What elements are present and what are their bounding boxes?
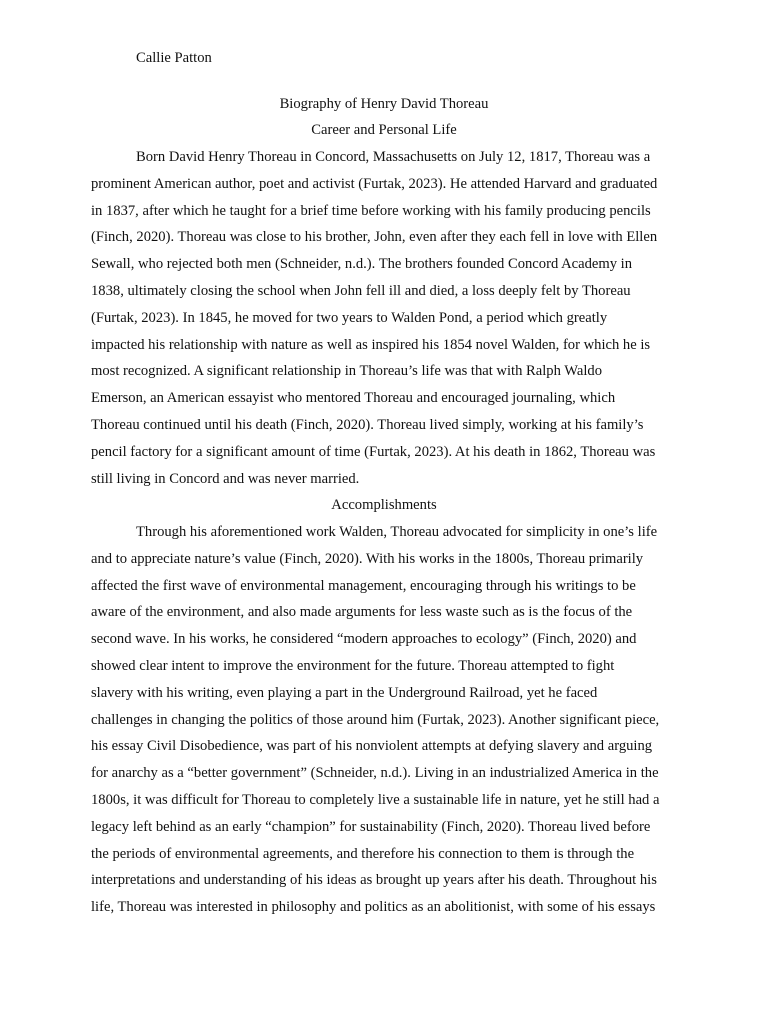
document-title: Biography of Henry David Thoreau <box>279 96 489 112</box>
paragraph-career <box>91 144 691 492</box>
paragraph-line: challenges in changing the politics of those around him (Furtak, 2023). Another significant piece, <box>91 711 660 728</box>
paragraph-line: affected the first wave of environmental management, encouraging through his writings to be <box>91 577 636 594</box>
paragraph-line: Thoreau continued until his death (Finch, 2020). Thoreau lived simply, working at his family’s <box>91 416 644 433</box>
paragraph-line: showed clear intent to improve the environment for the future. Thoreau attempted to fight <box>91 657 615 674</box>
paragraph-line: Sewall, who rejected both men (Schneider, n.d.). The brothers founded Concord Academy in <box>91 256 632 273</box>
paragraph-line: most recognized. A significant relationship in Thoreau’s life was that with Ralph Waldo <box>91 363 602 380</box>
paragraph-line: interpretations and understanding of his ideas as brought up years after his death. Throughout his <box>91 872 657 889</box>
paragraph-line: pencil factory for a significant amount of time (Furtak, 2023). At his death in 1862, Thoreau was <box>91 443 656 460</box>
paragraph-line: slavery with his writing, even playing a part in the Underground Railroad, yet he faced <box>91 684 598 701</box>
paragraph-line: 1838, ultimately closing the school when John fell ill and died, a loss deeply felt by Thoreau <box>91 282 631 299</box>
paragraph-line: still living in Concord and was never married. <box>91 470 360 487</box>
section-heading-career: Career and Personal Life <box>311 122 457 138</box>
paragraph-line: and to appreciate nature’s value (Finch, 2020). With his works in the 1800s, Thoreau primarily <box>91 550 644 567</box>
paragraph-line: life, Thoreau was interested in philosophy and politics as an abolitionist, with some of his essays <box>91 899 656 916</box>
paragraph-line: in 1837, after which he taught for a brief time before working with his family producing pencils <box>91 202 651 219</box>
paragraph-line: (Furtak, 2023). In 1845, he moved for two years to Walden Pond, a period which greatly <box>91 309 608 326</box>
paragraph-line: impacted his relationship with nature as well as inspired his 1854 novel Walden, for which he is <box>91 336 651 353</box>
paragraph-line: second wave. In his works, he considered “modern approaches to ecology” (Finch, 2020) and <box>91 631 637 648</box>
paragraph-line: aware of the environment, and also made arguments for less waste such as is the focus of the <box>91 604 633 621</box>
paragraph-line: Emerson, an American essayist who mentored Thoreau and encouraged journaling, which <box>91 390 616 407</box>
paragraph-line: for anarchy as a “better government” (Schneider, n.d.). Living in an industrialized America in the <box>91 765 659 782</box>
section-heading-accomplishments: Accomplishments <box>331 497 437 513</box>
paragraph-line: his essay Civil Disobedience, was part of his nonviolent attempts at defying slavery and arguing <box>91 738 653 755</box>
paragraph-line: (Finch, 2020). Thoreau was close to his brother, John, even after they each fell in love with Ellen <box>91 229 658 246</box>
paragraph-line: Through his aforementioned work Walden, Thoreau advocated for simplicity in one’s life <box>136 524 658 540</box>
paragraph-line: Born David Henry Thoreau in Concord, Massachusetts on July 12, 1817, Thoreau was a <box>136 149 651 165</box>
paragraph-line: legacy left behind as an early “champion” for sustainability (Finch, 2020). Thoreau lived before <box>91 818 651 835</box>
paragraph-line: the periods of environmental agreements, and therefore his connection to them is through the <box>91 845 635 862</box>
author-name: Callie Patton <box>136 50 212 66</box>
paragraph-accomplishments <box>91 519 691 921</box>
paragraph-line: prominent American author, poet and activist (Furtak, 2023). He attended Harvard and graduated <box>91 175 658 192</box>
paragraph-line: 1800s, it was difficult for Thoreau to completely live a sustainable life in nature, yet he still had a <box>91 791 660 808</box>
